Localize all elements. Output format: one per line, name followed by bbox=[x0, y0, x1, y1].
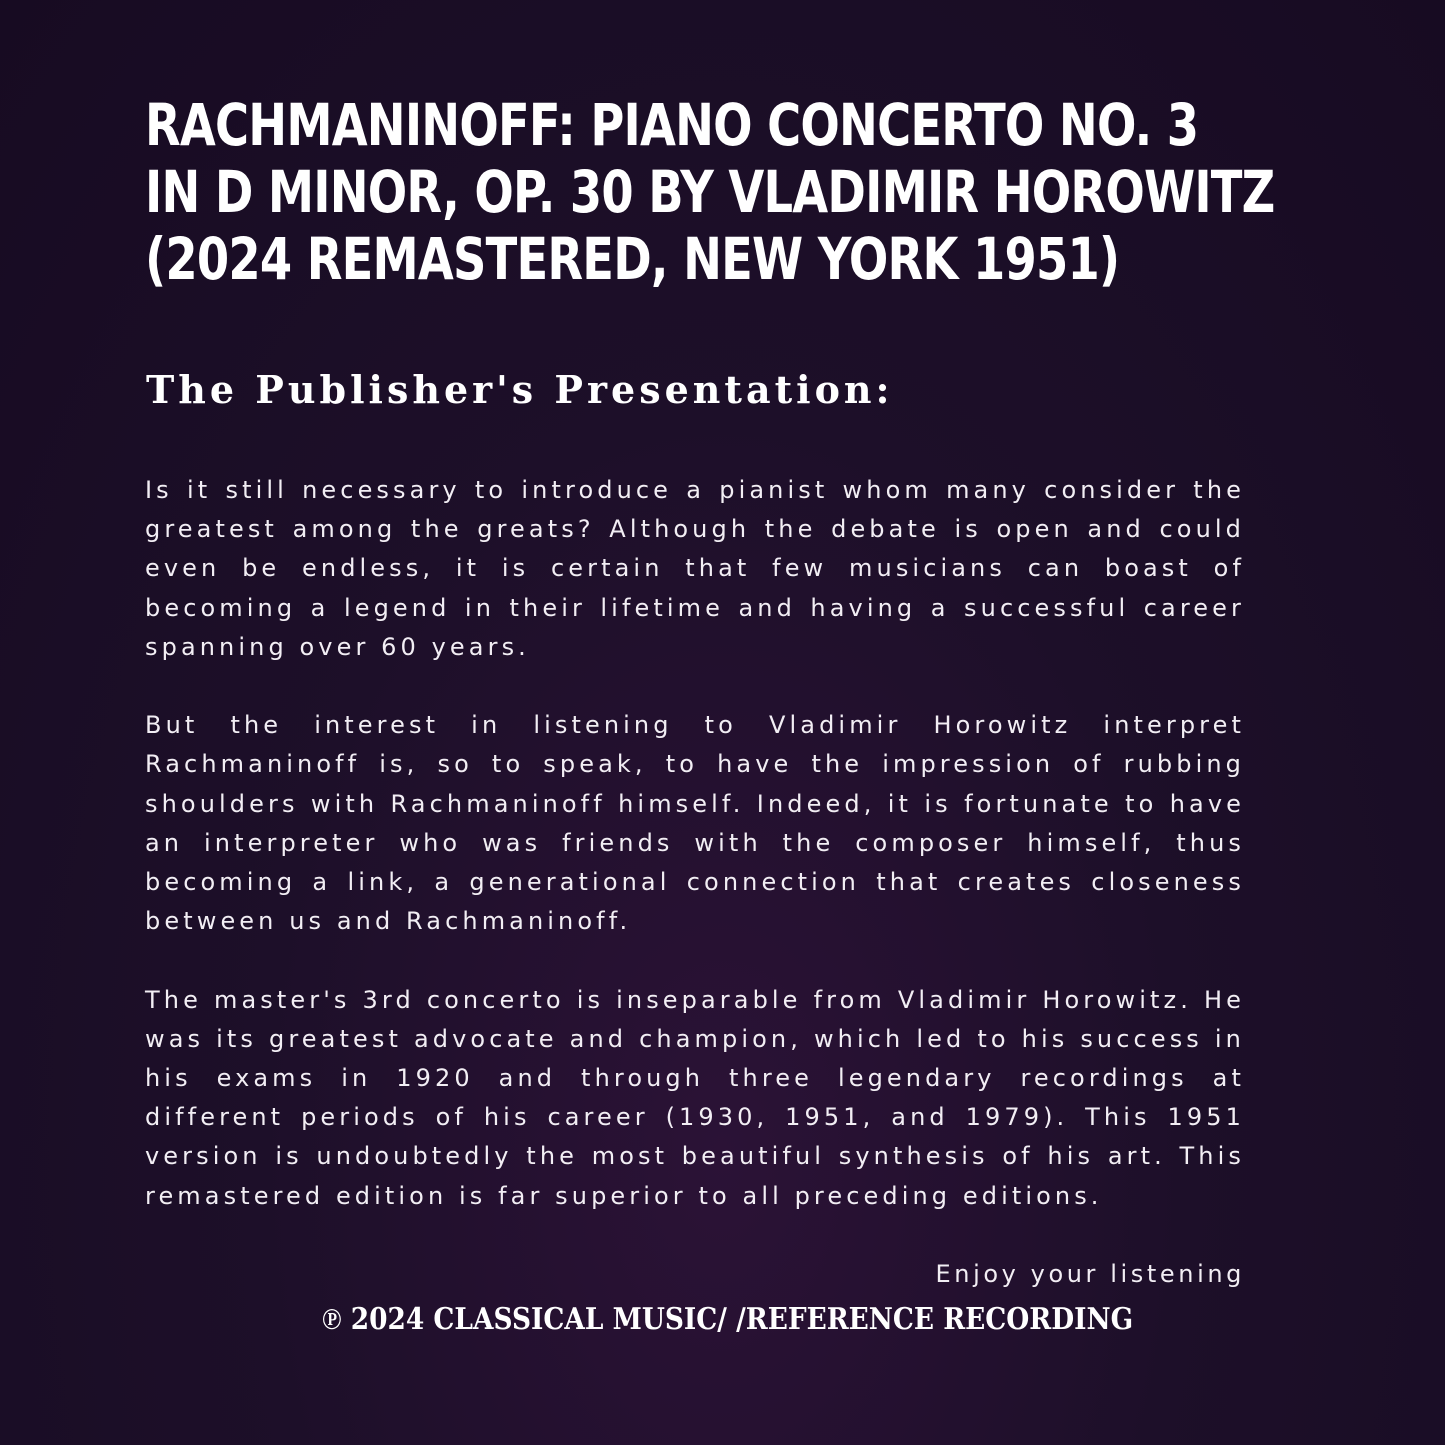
album-title-line-3: (2024 REMASTERED, NEW YORK 1951) bbox=[145, 225, 1120, 293]
album-title-line-1: RACHMANINOFF: PIANO CONCERTO NO. 3 bbox=[145, 91, 1199, 159]
album-title-line-2: IN D MINOR, OP. 30 BY VLADIMIR HOROWITZ bbox=[145, 158, 1275, 226]
paragraph-3: The master's 3rd concerto is inseparable from Vladimir Horowitz. He was its greatest advocate and champion, which led to his success in his exams in 1920 and through three legendary recordings at different periods of his career (1930, 1951, and 1979). This 1951 version is undoubtedly the most beautiful synthesis of his art. This remastered edition is far superior to all preceding editions. bbox=[145, 985, 1245, 1210]
section-heading: The Publisher's Presentation: bbox=[146, 367, 894, 412]
paragraph-2: But the interest in listening to Vladimir Horowitz interpret Rachmaninoff is, so to speak, to have the impression of rubbing shoulders with Rachmaninoff himself. Indeed, it is fortunate to have an interpreter who was friends with the composer himself, thus becoming a link, a generational connection that creates closeness between us and Rachmaninoff. bbox=[145, 711, 1245, 936]
presentation-text bbox=[145, 471, 1245, 1216]
album-title bbox=[145, 91, 1275, 293]
signoff-text: Enjoy your listening bbox=[935, 1260, 1245, 1288]
copyright-footer: ℗ 2024 CLASSICAL MUSIC/ /REFERENCE RECORDING bbox=[321, 1302, 1134, 1337]
paragraph-1: Is it still necessary to introduce a pianist whom many consider the greatest among the greats? Although the debate is open and could even be endless, it is certain that few musicians can boast of becoming a legend in their lifetime and having a successful career spanning over 60 years. bbox=[145, 476, 1245, 661]
